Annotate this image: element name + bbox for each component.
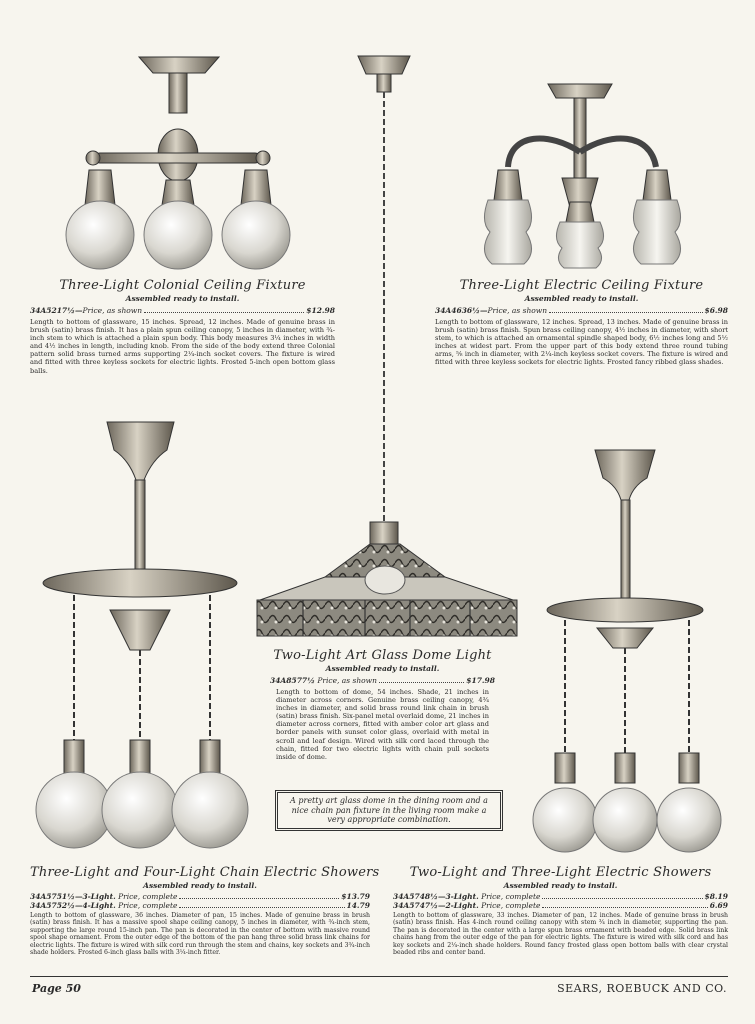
colonial-fixture-section xyxy=(30,278,335,375)
price-label: Price, complete xyxy=(481,892,541,901)
price: $12.98 xyxy=(306,306,335,315)
page-number: Page 50 xyxy=(32,982,81,995)
art-glass-dome-price-line xyxy=(270,676,495,685)
electric-shower-title: Two-Light and Three-Light Electric Showers xyxy=(409,865,712,880)
price-label: Price, complete xyxy=(481,901,541,910)
catalog-number: 34A5752½—4-Light. xyxy=(30,901,116,910)
colonial-fixture-price-line xyxy=(30,306,335,315)
price-label: Price, as shown xyxy=(317,676,377,685)
catalog-number: 34A5747½—2-Light. xyxy=(393,901,479,910)
price: $8.19 xyxy=(704,892,728,901)
electric-ceiling-fixture-section xyxy=(435,278,728,367)
price: 6.69 xyxy=(709,901,728,910)
catalog-number: 34A8577½ xyxy=(270,676,315,685)
price-label: Price, as shown xyxy=(487,306,548,315)
price-label: Price, complete xyxy=(118,892,178,901)
electric-shower-section xyxy=(393,865,728,956)
chain-shower-description: Length to bottom of glassware, 36 inches. Diameter of pan, 15 inches. Made of genuine brass in brush (satin) brass finish. It has a massive spool shape ceiling canopy, 5 inches in diameter, with ¾-inch stem, supporting the large round 15-inch pan. The pan is decorated in the center of bottom with massive round spool shape ornament. From the outer edge of the bottom of the pan hang three solid brass link chains for electric lights. The fixture is wired with silk cord run through the stem and chains, key sockets and 3¾-inch shade holders. Frosted 6-inch glass balls with 3¼-inch fitter. xyxy=(30,912,370,957)
catalog-number: 34A4636½— xyxy=(435,306,488,315)
chain-shower-title: Three-Light and Four-Light Chain Electric Showers xyxy=(30,865,380,880)
price-label: Price, as shown xyxy=(82,306,143,315)
catalog-number: 34A5748½—3-Light. xyxy=(393,892,479,901)
electric-shower-description: Length to bottom of glassware, 33 inches. Diameter of pan, 12 inches. Made of genuine brass in brush (satin) brass finish. Has 4-inch round ceiling canopy with stem ¾ inch in diameter, supporting the pan. The pan is decorated in the center with a large spun brass ornament with beaded edge. Solid brass link chains hang from the outer edge of the pan for electric lights. The fixture is wired with silk cord and has key sockets and 2¼-inch shade holders. Round fancy frosted glass open bottom balls with clear crystal beaded ribs and center band. xyxy=(393,912,728,957)
electric-shower-subtitle: Assembled ready to install. xyxy=(503,881,618,890)
electric-ceiling-fixture-description: Length to bottom of glassware, 12 inches. Spread, 13 inches. Made of genuine brass in brush (satin) brass finish. Spun brass ceiling canopy, 4½ inches in diameter, with short stem, to which is attached an ornamental spindle shaped body, 6½ inches long and 5½ inches at widest part. From the upper part of this body extend three round tubing arms, ⅝ inch in diameter, with 2¼-inch keyless socket covers. The fixture is wired and fitted with three keyless sockets for electric lights. Frosted fancy ribbed glass shades. xyxy=(435,318,728,367)
chain-shower-section xyxy=(30,865,380,957)
art-glass-dome-description: Length to bottom of dome, 54 inches. Shade, 21 inches in diameter across corners. Genuine brass ceiling canopy, 4¾ inches in diameter, and solid brass round link chain in brush (satin) brass finish. Six-panel metal overlaid dome, 21 inches in diameter across corners, fitted with amber color art glass and border panels with sunset color glass, overlaid with metal in scroll and leaf design. Wired with silk cord laced through the chain, fitted for two electric lights with chain pull sockets inside of dome. xyxy=(276,688,489,761)
art-glass-dome-section xyxy=(270,648,495,761)
electric-ceiling-fixture-price-line xyxy=(435,306,728,315)
art-glass-dome-title: Two-Light Art Glass Dome Light xyxy=(273,648,492,663)
price: $6.98 xyxy=(704,306,728,315)
art-glass-dome-subtitle: Assembled ready to install. xyxy=(325,664,440,673)
colonial-fixture-title: Three-Light Colonial Ceiling Fixture xyxy=(59,278,306,293)
catalog-number: 34A5751½—3-Light. xyxy=(30,892,116,901)
chain-shower-subtitle: Assembled ready to install. xyxy=(143,881,257,890)
electric-shower-price-line-1 xyxy=(393,892,728,901)
colonial-fixture-description: Length to bottom of glassware, 15 inches. Spread, 12 inches. Made of genuine brass in brush (satin) brass finish. It has a plain spun ceiling canopy, 5 inches in diameter, with ¾-inch stem to which is attached a plain spun body. This body measures 3¼ inches in width and 4½ inches in length, including knob. From the side of the body extend three Colonial pattern solid brass turned arms supporting 2¼-inch socket covers. The fixture is wired and fitted with three keyless sockets for electric lights. Frosted 5-inch open bottom glass balls. xyxy=(30,318,335,375)
price-label: Price, complete xyxy=(118,901,178,910)
electric-shower-price-line-2 xyxy=(393,901,728,910)
colonial-fixture-subtitle: Assembled ready to install. xyxy=(125,294,240,303)
price: $17.98 xyxy=(466,676,495,685)
chain-shower-illustration xyxy=(32,420,247,860)
catalog-number: 34A5217½— xyxy=(30,306,83,315)
chain-shower-price-line-1 xyxy=(30,892,370,901)
callout-box: A pretty art glass dome in the dining room and a nice chain pan fixture in the living room make a very appropriate combination. xyxy=(275,790,503,831)
price: $13.79 xyxy=(341,892,370,901)
footer-rule xyxy=(30,976,728,977)
chain-shower-price-line-2 xyxy=(30,901,370,910)
electric-ceiling-fixture-subtitle: Assembled ready to install. xyxy=(524,294,639,303)
price: 14.79 xyxy=(346,901,370,910)
company-name: SEARS, ROEBUCK AND CO. xyxy=(557,982,727,995)
electric-shower-illustration xyxy=(527,448,732,858)
electric-ceiling-fixture-title: Three-Light Electric Ceiling Fixture xyxy=(459,278,704,293)
